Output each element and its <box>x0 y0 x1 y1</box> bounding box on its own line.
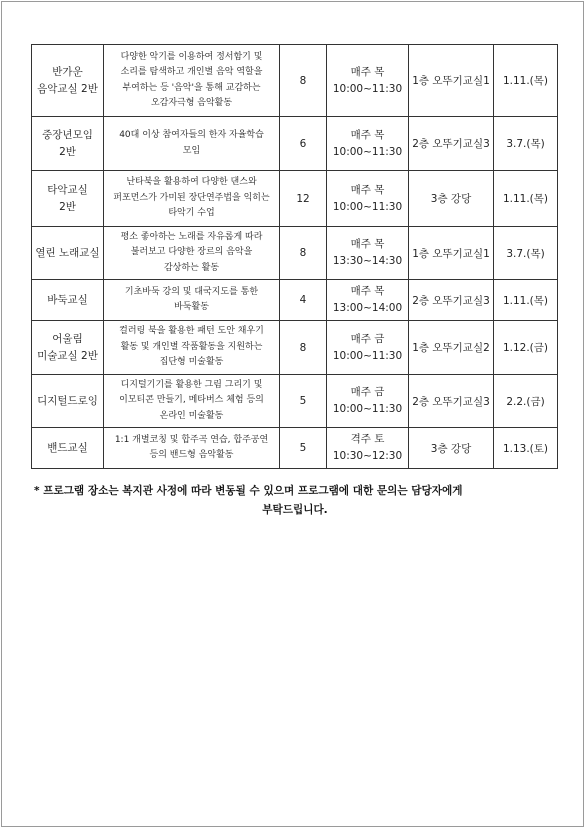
participant-count: 8 <box>280 321 327 375</box>
table-row <box>32 117 558 171</box>
start-date: 2.2.(금) <box>494 375 558 428</box>
schedule: 매주 목 10:00~11:30 <box>327 171 409 227</box>
participant-count: 5 <box>280 428 327 469</box>
program-name: 반가운 음악교실 2반 <box>32 45 104 117</box>
footnote-notice <box>34 482 556 520</box>
program-description: 컬러링 북을 활용한 패턴 도안 채우기 활동 및 개인별 작품활동을 지원하는 집단형 미술활동 <box>104 321 280 375</box>
schedule: 매주 목 13:00~14:00 <box>327 280 409 321</box>
schedule: 매주 금 10:00~11:30 <box>327 321 409 375</box>
participant-count: 5 <box>280 375 327 428</box>
location: 2층 오뚜기교실3 <box>409 280 494 321</box>
table-row <box>32 45 558 117</box>
participant-count: 4 <box>280 280 327 321</box>
location: 3층 강당 <box>409 171 494 227</box>
table-row <box>32 428 558 469</box>
participant-count: 8 <box>280 45 327 117</box>
table-row <box>32 280 558 321</box>
program-name: 밴드교실 <box>32 428 104 469</box>
start-date: 1.11.(목) <box>494 45 558 117</box>
notice-line-2: 부탁드립니다. <box>262 504 328 516</box>
participant-count: 12 <box>280 171 327 227</box>
schedule: 매주 금 10:00~11:30 <box>327 375 409 428</box>
start-date: 1.11.(목) <box>494 280 558 321</box>
start-date: 1.11.(목) <box>494 171 558 227</box>
schedule: 매주 목 13:30~14:30 <box>327 227 409 280</box>
table-row <box>32 171 558 227</box>
program-description: 1:1 개별코칭 및 합주곡 연습, 합주공연 등의 밴드형 음악활동 <box>104 428 280 469</box>
program-description: 난타북을 활용하여 다양한 댄스와 퍼포먼스가 가미된 장단연주법을 익히는 타악기 수업 <box>104 171 280 227</box>
start-date: 1.12.(금) <box>494 321 558 375</box>
program-description: 디지털기기를 활용한 그림 그리기 및 이모티콘 만들기, 메타버스 체험 등의 온라인 미술활동 <box>104 375 280 428</box>
program-description: 40대 이상 참여자들의 한자 자율학습 모임 <box>104 117 280 171</box>
location: 2층 오뚜기교실3 <box>409 117 494 171</box>
schedule: 매주 목 10:00~11:30 <box>327 45 409 117</box>
program-name: 타악교실 2반 <box>32 171 104 227</box>
program-name: 바둑교실 <box>32 280 104 321</box>
participant-count: 8 <box>280 227 327 280</box>
location: 1층 오뚜기교실1 <box>409 227 494 280</box>
location: 3층 강당 <box>409 428 494 469</box>
program-description: 평소 좋아하는 노래를 자유롭게 따라 불러보고 다양한 장르의 음악을 감상하는 활동 <box>104 227 280 280</box>
schedule: 매주 목 10:00~11:30 <box>327 117 409 171</box>
notice-line-1: * 프로그램 장소는 복지관 사정에 따라 변동될 수 있으며 프로그램에 대한 문의는 담당자에게 <box>34 485 463 497</box>
participant-count: 6 <box>280 117 327 171</box>
table-row <box>32 321 558 375</box>
program-description: 다양한 악기를 이용하여 정서함기 및 소리를 탐색하고 개인별 음악 역할을 부여하는 등 '음악'을 통해 교감하는 오감자극형 음악활동 <box>104 45 280 117</box>
start-date: 3.7.(목) <box>494 117 558 171</box>
start-date: 1.13.(토) <box>494 428 558 469</box>
program-name: 중장년모임 2반 <box>32 117 104 171</box>
program-name: 어울림 미술교실 2반 <box>32 321 104 375</box>
program-name: 디지털드로잉 <box>32 375 104 428</box>
program-description: 기초바둑 강의 및 대국지도를 통한 바둑활동 <box>104 280 280 321</box>
table-row <box>32 227 558 280</box>
program-name: 열린 노래교실 <box>32 227 104 280</box>
table-row <box>32 375 558 428</box>
location: 1층 오뚜기교실1 <box>409 45 494 117</box>
start-date: 3.7.(목) <box>494 227 558 280</box>
schedule: 격주 토 10:30~12:30 <box>327 428 409 469</box>
location: 1층 오뚜기교실2 <box>409 321 494 375</box>
location: 2층 오뚜기교실3 <box>409 375 494 428</box>
program-table <box>31 44 558 469</box>
